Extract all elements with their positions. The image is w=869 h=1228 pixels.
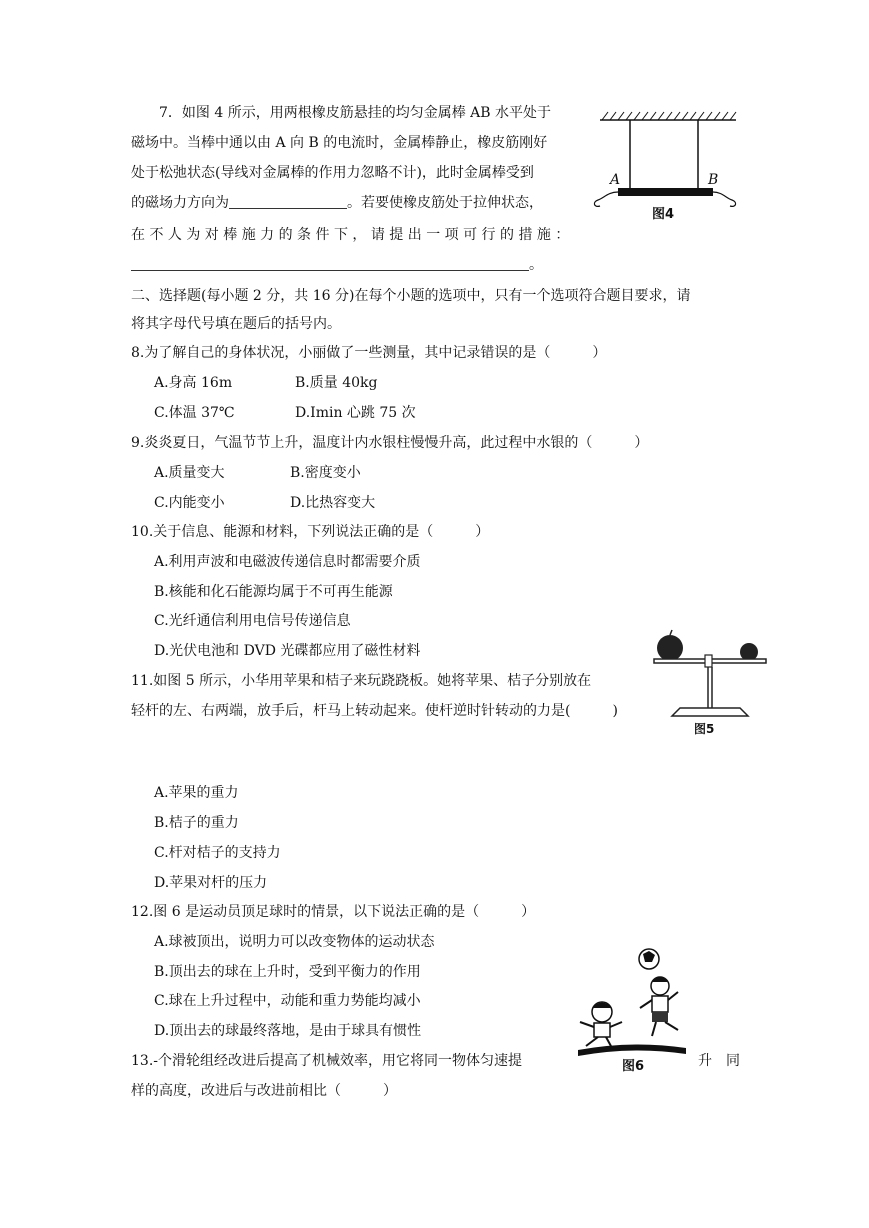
q12-stem: 12.图 6 是运动员顶足球时的情景，以下说法正确的是（ ） — [131, 904, 536, 920]
q11-option-b[interactable]: B.桔子的重力 — [154, 815, 239, 831]
q7-line-4-tail: 。若要使橡皮筋处于拉伸状态， — [347, 195, 543, 211]
q7-answer-blank-1[interactable] — [229, 194, 347, 209]
q13-line-1: 13.-个滑轮组经改进后提高了机械效率，用它将同一物体匀速提 — [131, 1053, 522, 1069]
q7-line-5: 在 不 人 为 对 棒 施 力 的 条 件 下 ， 请 提 出 一 项 可 行 的 措 施 ： — [131, 227, 570, 243]
figure-6 — [572, 942, 692, 1074]
figure-4-label-a: A — [610, 172, 621, 188]
q13-line-2: 样的高度，改进后与改进前相比（ ） — [131, 1083, 397, 1099]
q10-option-a[interactable]: A.利用声波和电磁波传递信息时都需要介质 — [154, 554, 421, 570]
q12-option-b[interactable]: B.顶出去的球在上升时，受到平衡力的作用 — [154, 964, 421, 980]
figure-4 — [590, 108, 740, 226]
q10-option-b[interactable]: B.核能和化石能源均属于不可再生能源 — [154, 584, 393, 600]
q9-option-c[interactable]: C.内能变小 — [154, 495, 225, 511]
q8-option-a[interactable]: A.身高 16m — [154, 375, 233, 391]
q12-option-c[interactable]: C.球在上升过程中，动能和重力势能均减小 — [154, 993, 421, 1009]
figure-5-caption: 图5 — [694, 722, 715, 736]
section-2-heading-line-1: 二、选择题(每小题 2 分，共 16 分)在每个小题的选项中，只有一个选项符合题目要求，请 — [131, 288, 691, 304]
figure-4-label-b: B — [708, 172, 719, 188]
q10-option-d[interactable]: D.光伏电池和 DVD 光碟都应用了磁性材料 — [154, 643, 421, 659]
q8-option-d[interactable]: D.Imin 心跳 75 次 — [295, 405, 416, 421]
q7-line-4 — [131, 193, 543, 213]
q10-option-c[interactable]: C.光纤通信利用电信号传递信息 — [154, 613, 351, 629]
q9-stem: 9.炎炎夏日，气温节节上升，温度计内水银柱慢慢升高，此过程中水银的（ ） — [131, 435, 649, 451]
q7-line-6 — [131, 255, 543, 275]
q8-option-b[interactable]: B.质量 40kg — [295, 375, 378, 391]
q12-option-a[interactable]: A.球被顶出，说明力可以改变物体的运动状态 — [154, 934, 435, 950]
q8-option-c[interactable]: C.体温 37℃ — [154, 405, 235, 421]
q8-stem: 8.为了解自己的身体状况，小丽做了一些测量，其中记录错误的是（ ） — [131, 345, 607, 361]
figure-4-caption: 图4 — [652, 207, 675, 222]
q13-line-1-tail: 升 同 — [698, 1053, 740, 1069]
q11-option-d[interactable]: D.苹果对杆的压力 — [154, 875, 268, 891]
q7-answer-blank-2[interactable] — [131, 256, 529, 271]
q7-line-1: 7．如图 4 所示，用两根橡皮筋悬挂的均匀金属棒 AB 水平处于 — [159, 105, 552, 121]
q11-option-c[interactable]: C.杆对桔子的支持力 — [154, 845, 281, 861]
q7-line-6-end: 。 — [529, 257, 543, 273]
q9-option-b[interactable]: B.密度变小 — [290, 465, 361, 481]
q7-line-2: 磁场中。当棒中通以由 A 向 B 的电流时，金属棒静止，橡皮筋刚好 — [131, 135, 548, 151]
q10-stem: 10.关于信息、能源和材料，下列说法正确的是（ ） — [131, 524, 490, 540]
q11-line-2: 轻杆的左、右两端，放手后，杆马上转动起来。使杆逆时针转动的力是( ) — [131, 703, 618, 719]
q9-option-a[interactable]: A.质量变大 — [154, 465, 225, 481]
q12-option-d[interactable]: D.顶出去的球最终落地，是由于球具有惯性 — [154, 1023, 422, 1039]
figure-5 — [650, 628, 770, 738]
q7-line-3: 处于松弛状态(导线对金属棒的作用力忽略不计)，此时金属棒受到 — [131, 165, 534, 181]
q7-line-4-text: 的磁场力方向为 — [131, 195, 229, 211]
section-2-heading-line-2: 将其字母代号填在题后的括号内。 — [131, 316, 341, 332]
q9-option-d[interactable]: D.比热容变大 — [290, 495, 376, 511]
q11-line-1: 11.如图 5 所示，小华用苹果和桔子来玩跷跷板。她将苹果、桔子分别放在 — [131, 673, 592, 689]
q11-option-a[interactable]: A.苹果的重力 — [154, 785, 239, 801]
figure-6-caption: 图6 — [622, 1059, 645, 1074]
